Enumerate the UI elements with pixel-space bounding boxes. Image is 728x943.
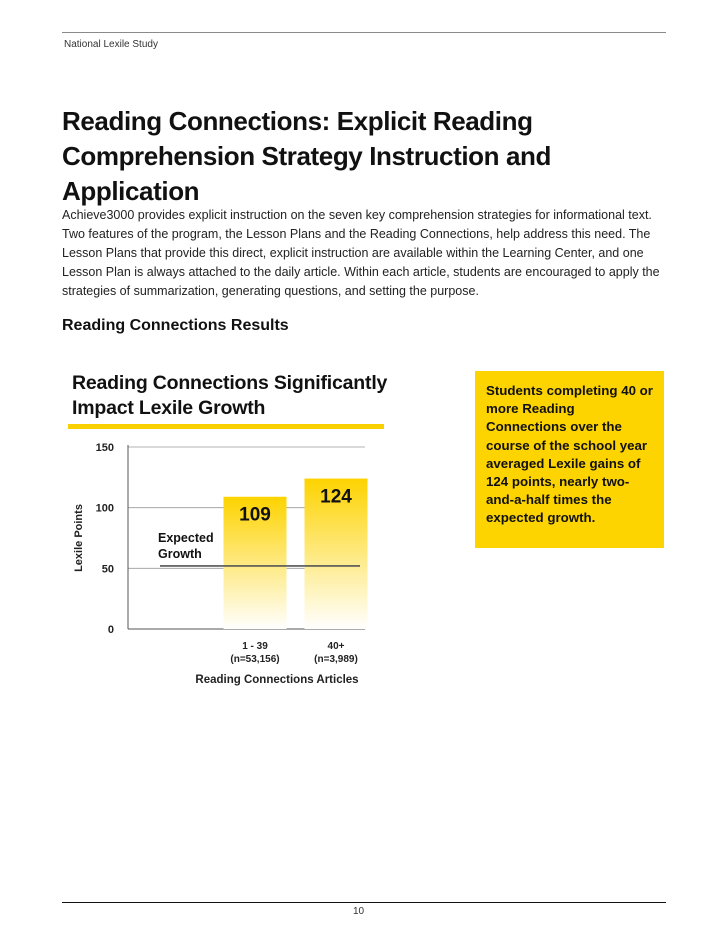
expected-growth-label: Expected [158, 530, 214, 545]
x-tick-label: 40+ [327, 641, 345, 652]
y-tick-label: 150 [95, 442, 114, 454]
x-tick-label: 1 - 39 [242, 641, 268, 652]
y-tick-label: 50 [101, 563, 114, 576]
x-tick-sublabel: (n=3,989) [314, 654, 358, 665]
chart-title-rule [68, 424, 384, 429]
expected-growth-label: Growth [158, 546, 202, 561]
callout-box: Students completing 40 or more Reading Connections over the course of the school year averaged Lexile gains of 124 points, nearly two-and-a-half times the expected growth. [475, 371, 664, 548]
running-head: National Lexile Study [64, 39, 158, 50]
page-number: 10 [353, 906, 365, 917]
y-tick-label: 100 [95, 502, 114, 515]
page-title: Reading Connections: Explicit Reading Comprehension Strategy Instruction and Application [62, 106, 551, 206]
bar-value-label: 109 [239, 504, 271, 526]
y-tick-label: 0 [107, 624, 114, 636]
header-rule [62, 32, 666, 33]
body-paragraph: Achieve3000 provides explicit instruction on the seven key comprehension strategies for informational text. Two features of the program, the Lesson Plans and the Reading Connections, help address this need. The Lesson Plans that provide this direct, explicit instruction are available within the Learning Center, and one Lesson Plan is always attached to the daily article. Within each article, students are encouraged to apply the strategies of summarization, generating questions, and setting the purpose. [62, 208, 660, 298]
x-axis-label: Reading Connections Articles [195, 674, 359, 686]
x-tick-sublabel: (n=53,156) [230, 654, 280, 665]
y-axis-label: Lexile Points [73, 504, 85, 572]
bar-value-label: 124 [320, 486, 352, 508]
footer-rule [62, 902, 666, 903]
section-heading: Reading Connections Results [62, 317, 289, 334]
lexile-growth-chart [60, 435, 380, 690]
chart-title: Reading Connections Significantly Impact Lexile Growth [72, 372, 388, 419]
